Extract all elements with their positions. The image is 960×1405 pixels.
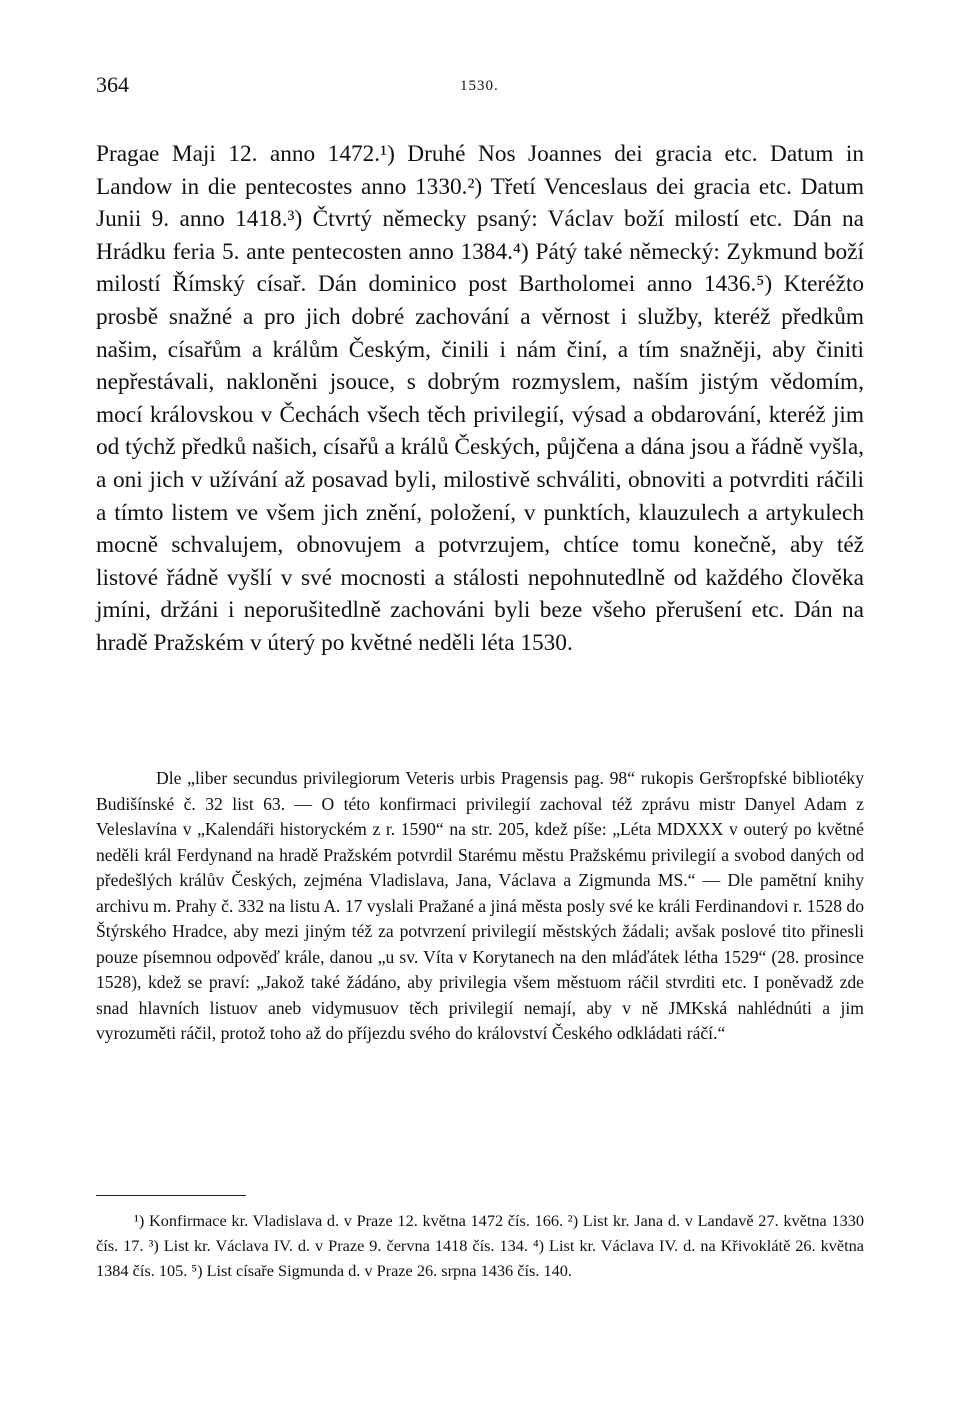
page-number: 364 <box>96 72 129 97</box>
main-text: Pragae Maji 12. anno 1472.¹) Druhé Nos Joannes dei gracia etc. Datum in Landow in die pentecostes anno 1330.²) Třetí Venceslaus dei gracia etc. Datum Junii 9. anno 1418.³) Čtvrtý německy psaný: Václav boží milostí etc. Dán na Hrádku feria 5. ante pentecosten anno 1384.⁴) Pátý také německý: Zykmund boží milostí Římský císař. Dán dominico post Bartholomei anno 1436.⁵) Kteréžto prosbě snažné a pro jich dobré zachování a věrnost i služby, kteréž předkům našim, císařům a králům Českým, činili i nám činí, a tím snažněji, aby činiti nepřestávali, nakloněni jsouce, s dobrým rozmyslem, naším jistým vědomím, mocí královskou v Čechách všech těch privilegií, výsad a obdarování, kteréž jim od týchž předků našich, císařů a králů Českých, půjčena a dána jsou a řádně vyšla, a oni jich v užívání až posavad byli, milostivě schváliti, obnoviti a potvrditi ráčili a tímto listem ve všem jich znění, položení, v punktích, klauzulech a artykulech mocně schvalujem, obnovujem a potvrzujem, chtíce tomu konečně, aby též listové řádně vyšlí v své mocnosti a stálosti nepohnutedlně od každého člověka jmíni, držáni i neporušitedlně zachováni byli beze všeho přerušení etc. Dán na hradě Pražském v úterý po květné neděli léta 1530. <box>96 141 864 656</box>
footnotes: ¹) Konfirmace kr. Vladislava d. v Praze 12. května 1472 čís. 166. ²) List kr. Jana d. v Landavě 27. května 1330 čís. 17. ³) List kr. Václava IV. d. v Praze 9. června 1418 čís. 134. ⁴) List kr. Václava IV. d. na Křivoklátě 26. května 1384 čís. 105. ⁵) List císaře Sigmunda d. v Praze 26. srpna 1436 čís. 140. <box>96 1211 864 1280</box>
running-head: 1530. <box>460 78 499 94</box>
editorial-note: Dle „liber secundus privilegiorum Veteris urbis Pragensis pag. 98“ rukopis Geršторfské bibliotéky Budišínské č. 32 list 63. — O této konfirmaci privilegií zachoval též zprávu mistr Danyel Adam z Veleslavína v „Kalendáři historyckém z r. 1590“ na str. 205, kdež píše: „Léta MDXXX v outerý po květné neděli král Ferdynand na hradě Pražském potvrdil Starému městu Pražskému privilegií a svobod daných od předešlých králův Českých, zejména Vladislava, Jana, Václava a Zigmunda MS.“ — Dle pamětní knihy archivu m. Prahy č. 332 na listu A. 17 vyslali Pražané a jiná města posly své ke králi Ferdinandovi r. 1528 do Štýrského Hradce, aby mezi jiným též za potvrzení privilegií městských žádali; avšak poslové tito přinesli pouze písemnou odpověď krále, danou „u sv. Víta v Korytanech na den mláďátek létha 1529“ (28. prosince 1528), kdež se praví: „Jakož také žádáno, aby privilegia všem městuom ráčil stvrditi etc. I poněvadž zde snad hlavních listuov aneb vidymusuov těch privilegií nemají, aby v ně JMKská nahlédnúti a jim vyrozuměti ráčil, protož toho až do příjezdu svého do království Českého odkládati ráčí.“ <box>96 768 864 1043</box>
footnote-rule <box>96 1195 246 1196</box>
